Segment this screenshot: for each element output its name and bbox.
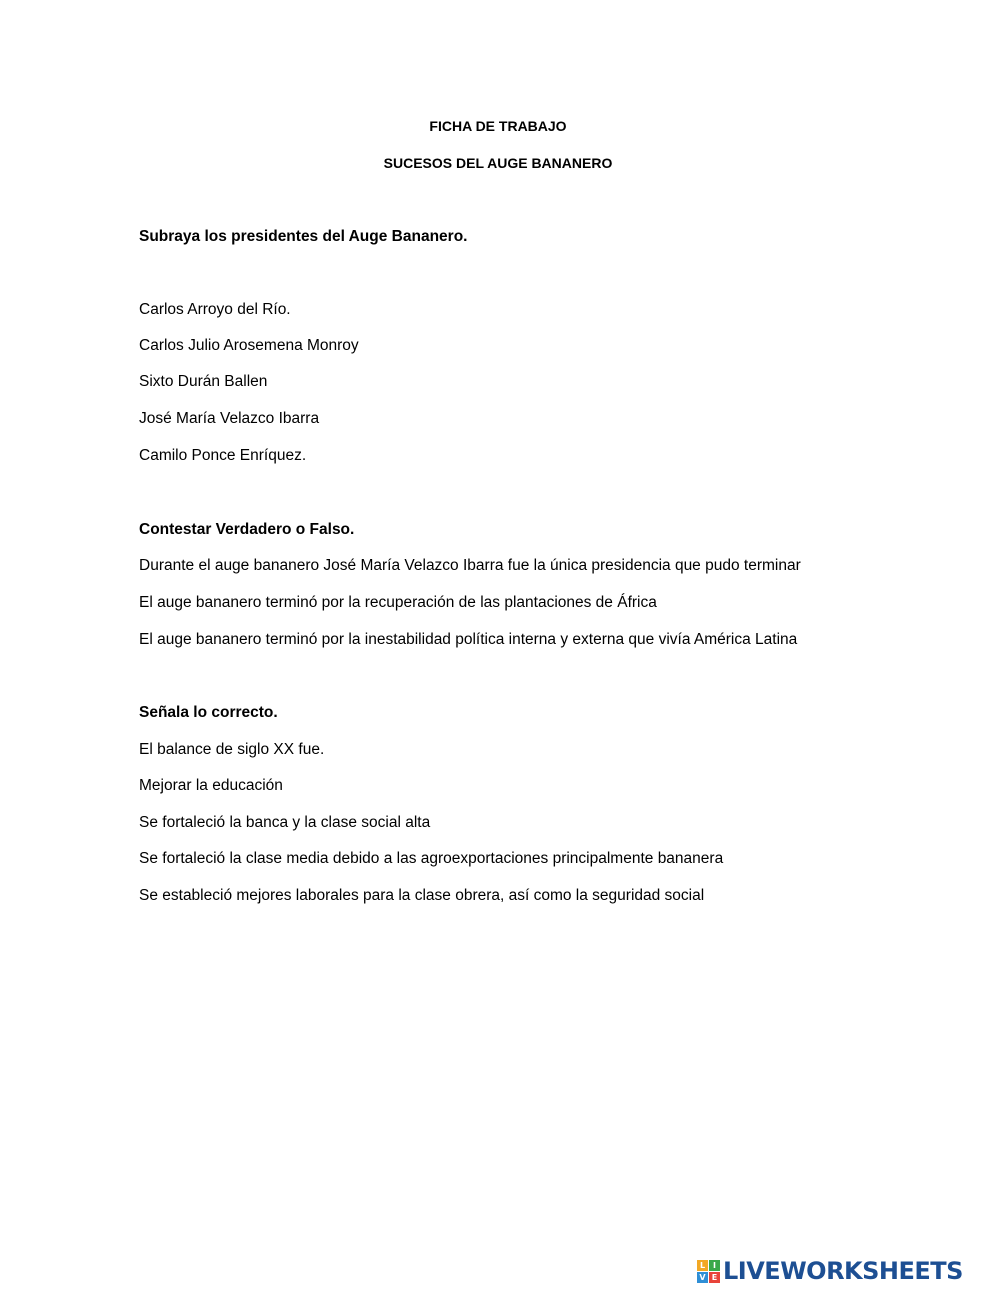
section3-instruction: Señala lo correcto. xyxy=(139,704,278,721)
logo-tiles-icon xyxy=(697,1260,720,1283)
president-option[interactable]: Carlos Julio Arosemena Monroy xyxy=(139,337,359,354)
true-false-statement: El auge bananero terminó por la inestabilidad política interna y externa que vivía América Latina xyxy=(139,631,798,648)
president-option[interactable]: Camilo Ponce Enríquez. xyxy=(139,447,307,464)
president-option[interactable]: José María Velazco Ibarra xyxy=(139,410,320,427)
answer-option[interactable]: Se fortaleció la banca y la clase social alta xyxy=(139,814,431,831)
president-option[interactable]: Carlos Arroyo del Río. xyxy=(139,301,291,318)
logo-tile: L xyxy=(697,1260,708,1271)
logo-tile: E xyxy=(709,1272,720,1283)
logo-tile: V xyxy=(697,1272,708,1283)
liveworksheets-logo xyxy=(697,1251,963,1291)
answer-option[interactable]: Mejorar la educación xyxy=(139,777,283,794)
worksheet-subtitle: SUCESOS DEL AUGE BANANERO xyxy=(383,155,613,171)
section1-instruction: Subraya los presidentes del Auge Bananero. xyxy=(139,228,468,245)
section2-instruction: Contestar Verdadero o Falso. xyxy=(139,521,355,538)
answer-option[interactable]: Se estableció mejores laborales para la clase obrera, así como la seguridad social xyxy=(139,887,705,904)
worksheet-title: FICHA DE TRABAJO xyxy=(429,118,567,134)
brand-name: LIVEWORKSHEETS xyxy=(723,1257,963,1285)
true-false-statement: Durante el auge bananero José María Velazco Ibarra fue la única presidencia que pudo terminar xyxy=(139,557,801,574)
answer-option[interactable]: Se fortaleció la clase media debido a las agroexportaciones principalmente bananera xyxy=(139,850,724,867)
logo-tile: I xyxy=(709,1260,720,1271)
president-option[interactable]: Sixto Durán Ballen xyxy=(139,373,268,390)
section3-question: El balance de siglo XX fue. xyxy=(139,741,325,758)
true-false-statement: El auge bananero terminó por la recuperación de las plantaciones de África xyxy=(139,594,657,611)
